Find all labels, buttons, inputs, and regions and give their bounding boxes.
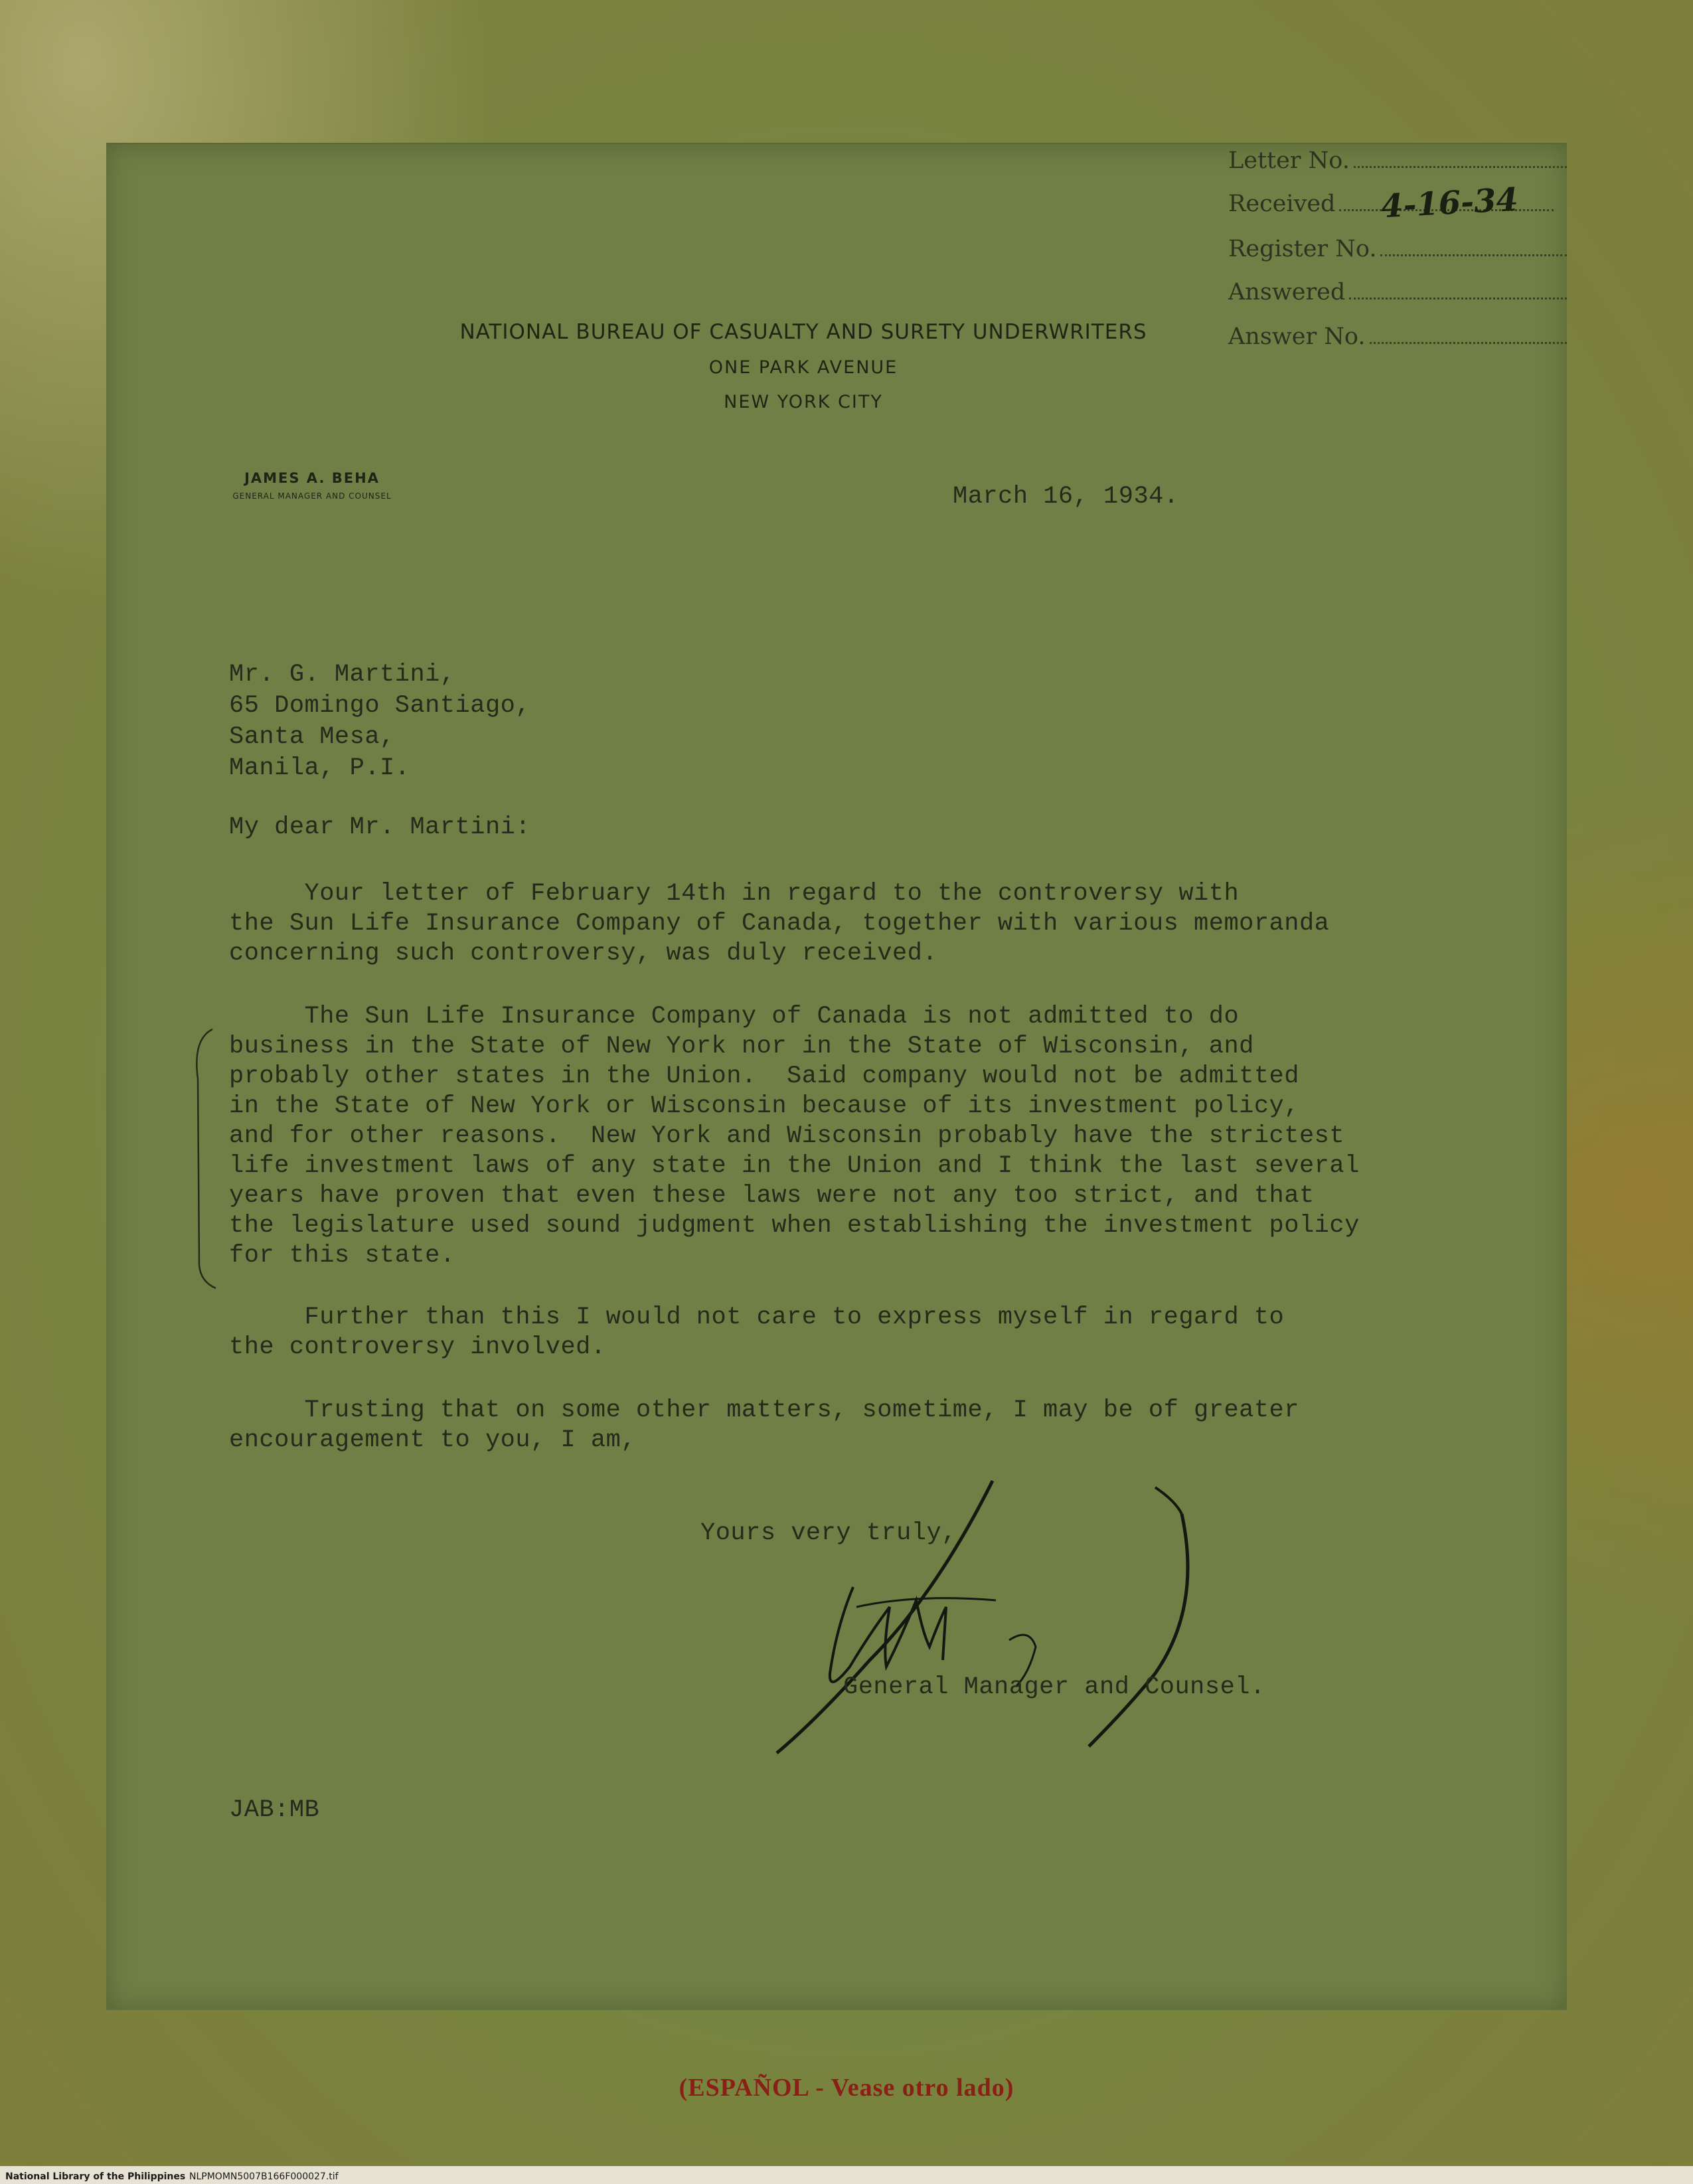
handwritten-signature	[717, 1474, 1208, 1766]
stamp-letter-no-label: Letter No.	[1228, 147, 1350, 174]
body-line: probably other states in the Union. Said company would not be admitted	[229, 1062, 1299, 1090]
body-line: The Sun Life Insurance Company of Canada is not admitted to do	[229, 1003, 1240, 1031]
stamp-answered	[1228, 279, 1567, 305]
body-line: concerning such controversy, was duly received.	[229, 940, 938, 967]
body-line: life investment laws of any state in the Union and I think the last several	[229, 1152, 1360, 1180]
stamp-answer-no	[1228, 323, 1567, 350]
closing: Yours very truly,	[700, 1519, 957, 1547]
signer-title: General Manager and Counsel.	[843, 1673, 1265, 1701]
recipient-line: 65 Domingo Santiago,	[229, 692, 531, 720]
letter-date: March 16, 1934.	[953, 483, 1179, 511]
officer-title: GENERAL MANAGER AND COUNSEL	[232, 491, 392, 501]
body-line: the legislature used sound judgment when establishing the investment policy	[229, 1212, 1360, 1240]
stamp-answered-label: Answered	[1228, 279, 1346, 305]
stamp-letter-no	[1228, 147, 1567, 174]
spanish-note: (ESPAÑOL - Vease otro lado)	[679, 2074, 1014, 2102]
stamp-answer-no-label: Answer No.	[1228, 323, 1366, 350]
body-line: the controversy involved.	[229, 1333, 606, 1361]
body-line: for this state.	[229, 1242, 455, 1270]
stamp-register-no-label: Register No.	[1228, 236, 1377, 262]
reference-initials: JAB:MB	[229, 1796, 320, 1824]
letterhead-organization: NATIONAL BUREAU OF CASUALTY AND SURETY UNDERWRITERS	[459, 320, 1147, 344]
body-line: encouragement to you, I am,	[229, 1426, 636, 1454]
body-line: Your letter of February 14th in regard to the controversy with	[229, 880, 1240, 908]
stamp-register-no	[1228, 236, 1567, 262]
recipient-line: Manila, P.I.	[229, 754, 410, 782]
body-line: and for other reasons. New York and Wisconsin probably have the strictest	[229, 1122, 1345, 1150]
body-line: the Sun Life Insurance Company of Canada, together with various memoranda	[229, 910, 1330, 938]
recipient-line: Mr. G. Martini,	[229, 661, 455, 689]
officer-name: JAMES A. BEHA	[244, 470, 380, 486]
archive-file-id: NLPMOMN5007B166F000027.tif	[189, 2171, 339, 2182]
letterhead-city: NEW YORK CITY	[724, 392, 883, 412]
stamp-received-label: Received	[1228, 191, 1336, 217]
body-line: years have proven that even these laws were not any too strict, and that	[229, 1182, 1315, 1210]
body-line: Further than this I would not care to express myself in regard to	[229, 1303, 1285, 1331]
body-line: business in the State of New York nor in the State of Wisconsin, and	[229, 1033, 1254, 1060]
body-line: Trusting that on some other matters, sometime, I may be of greater	[229, 1396, 1299, 1424]
letterhead-address: ONE PARK AVENUE	[708, 357, 898, 378]
archive-library-label: National Library of the Philippines	[5, 2171, 186, 2182]
body-line: in the State of New York or Wisconsin because of its investment policy,	[229, 1092, 1299, 1120]
received-date-handwritten: 4-16-34	[1380, 181, 1520, 226]
margin-bracket-mark	[186, 1026, 226, 1292]
recipient-line: Santa Mesa,	[229, 723, 395, 751]
salutation: My dear Mr. Martini:	[229, 813, 531, 841]
